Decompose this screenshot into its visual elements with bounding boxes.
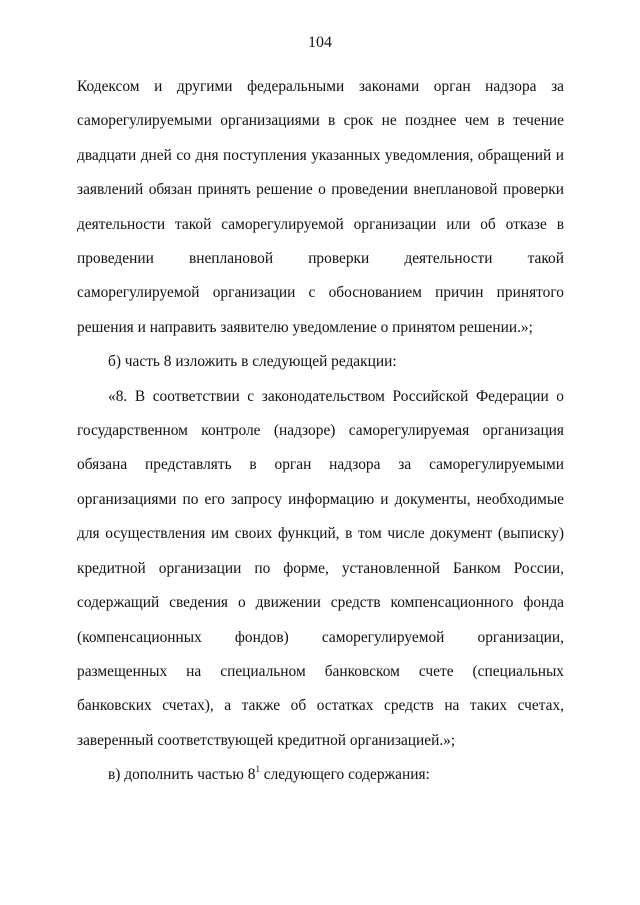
paragraph-part-8: «8. В соответствии с законодательством Российской Федерации о государственном контроле (надзоре) саморегулируемая организация обязана представлять в орган надзора за саморегулируемыми организациями по его запросу информацию и документы, необходимые для осуществления им своих функций, в том числе документ (выписку) кредитной организации по форме, установленной Банком России, содержащий сведения о движении средств компенсационного фонда (компенсационных фондов) саморегулируемой организации, размещенных на специальном банковском счете (специальных банковских счетах), а также об остатках средств на таких счетах, заверенный соответствующей кредитной организацией.»; [77,387,564,749]
paragraph-item-v-tail: следующего содержания: [259,766,430,784]
paragraph-item-v-lead: в) дополнить частью 8 [108,766,256,784]
document-body [77,70,564,793]
paragraph-continuation: Кодексом и другими федеральными законами орган надзора за саморегулируемыми организациями в срок не позднее чем в течение двадцати дней со дня поступления указанных уведомления, обращений и заявлений обязан принять решение о проведении внеплановой проверки деятельности такой саморегулируемой организации или об отказе в проведении внеплановой проверки деятельности такой саморегулируемой организации с обоснованием причин принятого решения и направить заявителю уведомление о принятом решении.»; [77,78,564,336]
paragraph-item-v [77,758,564,792]
page-number: 104 [308,34,332,51]
superscript-index: 1 [255,764,260,774]
paragraph-item-b: б) часть 8 изложить в следующей редакции: [108,353,397,371]
